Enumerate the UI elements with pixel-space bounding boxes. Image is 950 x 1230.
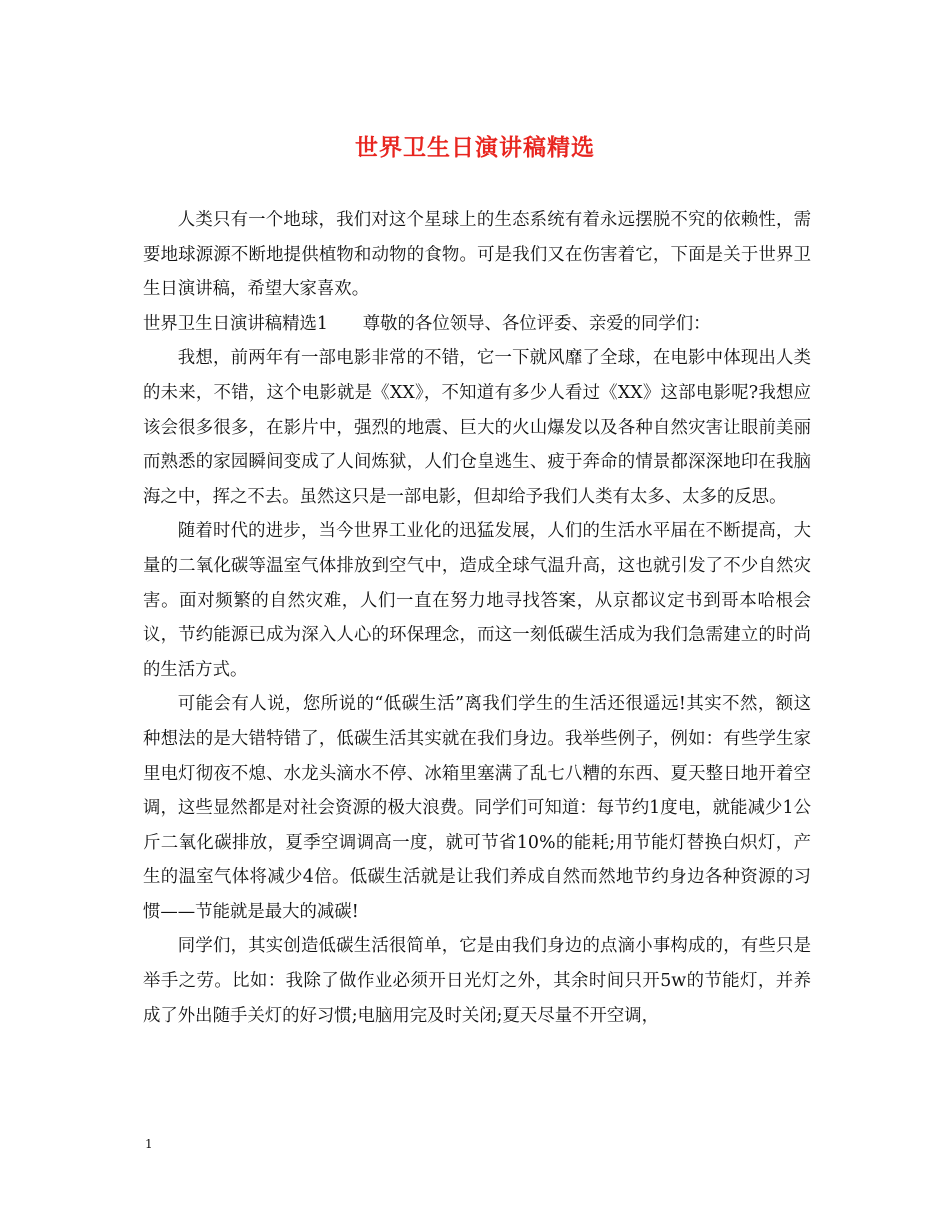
body-paragraph: 可能会有人说，您所说的“低碳生活”离我们学生的生活还很遥远!其实不然，额这种想法的是大错特错了，低碳生活其实就在我们身边。我举些例子，例如：有些学生家里电灯彻夜不熄、水龙头滴水不停、冰箱里塞满了乱七八糟的东西、夏天整日地开着空调，这些显然都是对社会资源的极大浪费。同学们可知道：每节约1度电，就能减少1公斤二氧化碳排放，夏季空调调高一度，就可节省10%的能耗;用节能灯替换白炽灯，产生的温室气体将减少4倍。低碳生活就是让我们养成自然而然地节约身边各种资源的习惯——节能就是最大的减碳! bbox=[143, 694, 811, 922]
document-body bbox=[143, 203, 811, 1033]
section-heading-paragraph: 世界卫生日演讲稿精选1 尊敬的各位领导、各位评委、亲爱的同学们： bbox=[143, 313, 711, 334]
document-title: 世界卫生日演讲稿精选 bbox=[355, 134, 595, 161]
body-paragraph: 同学们，其实创造低碳生活很简单，它是由我们身边的点滴小事构成的，有些只是举手之劳。比如：我除了做作业必须开日光灯之外，其余时间只开5w的节能灯，并养成了外出随手关灯的好习惯;电脑用完及时关闭;夏天尽量不开空调， bbox=[143, 936, 811, 1026]
intro-paragraph: 人类只有一个地球，我们对这个星球上的生态系统有着永远摆脱不究的依赖性，需要地球源源不断地提供植物和动物的食物。可是我们又在伤害着它，下面是关于世界卫生日演讲稿，希望大家喜欢。 bbox=[143, 210, 811, 300]
body-paragraph: 我想，前两年有一部电影非常的不错，它一下就风靡了全球，在电影中体现出人类的未来，不错，这个电影就是《XX》，不知道有多少人看过《XX》这部电影呢?我想应该会很多很多，在影片中，强烈的地震、巨大的火山爆发以及各种自然灾害让眼前美丽而熟悉的家园瞬间变成了人间炼狱，人们仓皇逃生、疲于奔命的情景都深深地印在我脑海之中，挥之不去。虽然这只是一部电影，但却给予我们人类有太多、太多的反思。 bbox=[143, 348, 811, 507]
body-paragraph: 随着时代的进步，当今世界工业化的迅猛发展，人们的生活水平届在不断提高，大量的二氧化碳等温室气体排放到空气中，造成全球气温升高，这也就引发了不少自然灾害。面对频繁的自然灾难，人们一直在努力地寻找答案，从京都议定书到哥本哈根会议，节约能源已成为深入人心的环保理念，而这一刻低碳生活成为我们急需建立的时尚的生活方式。 bbox=[143, 521, 811, 680]
page-number: 1 bbox=[145, 1137, 153, 1151]
